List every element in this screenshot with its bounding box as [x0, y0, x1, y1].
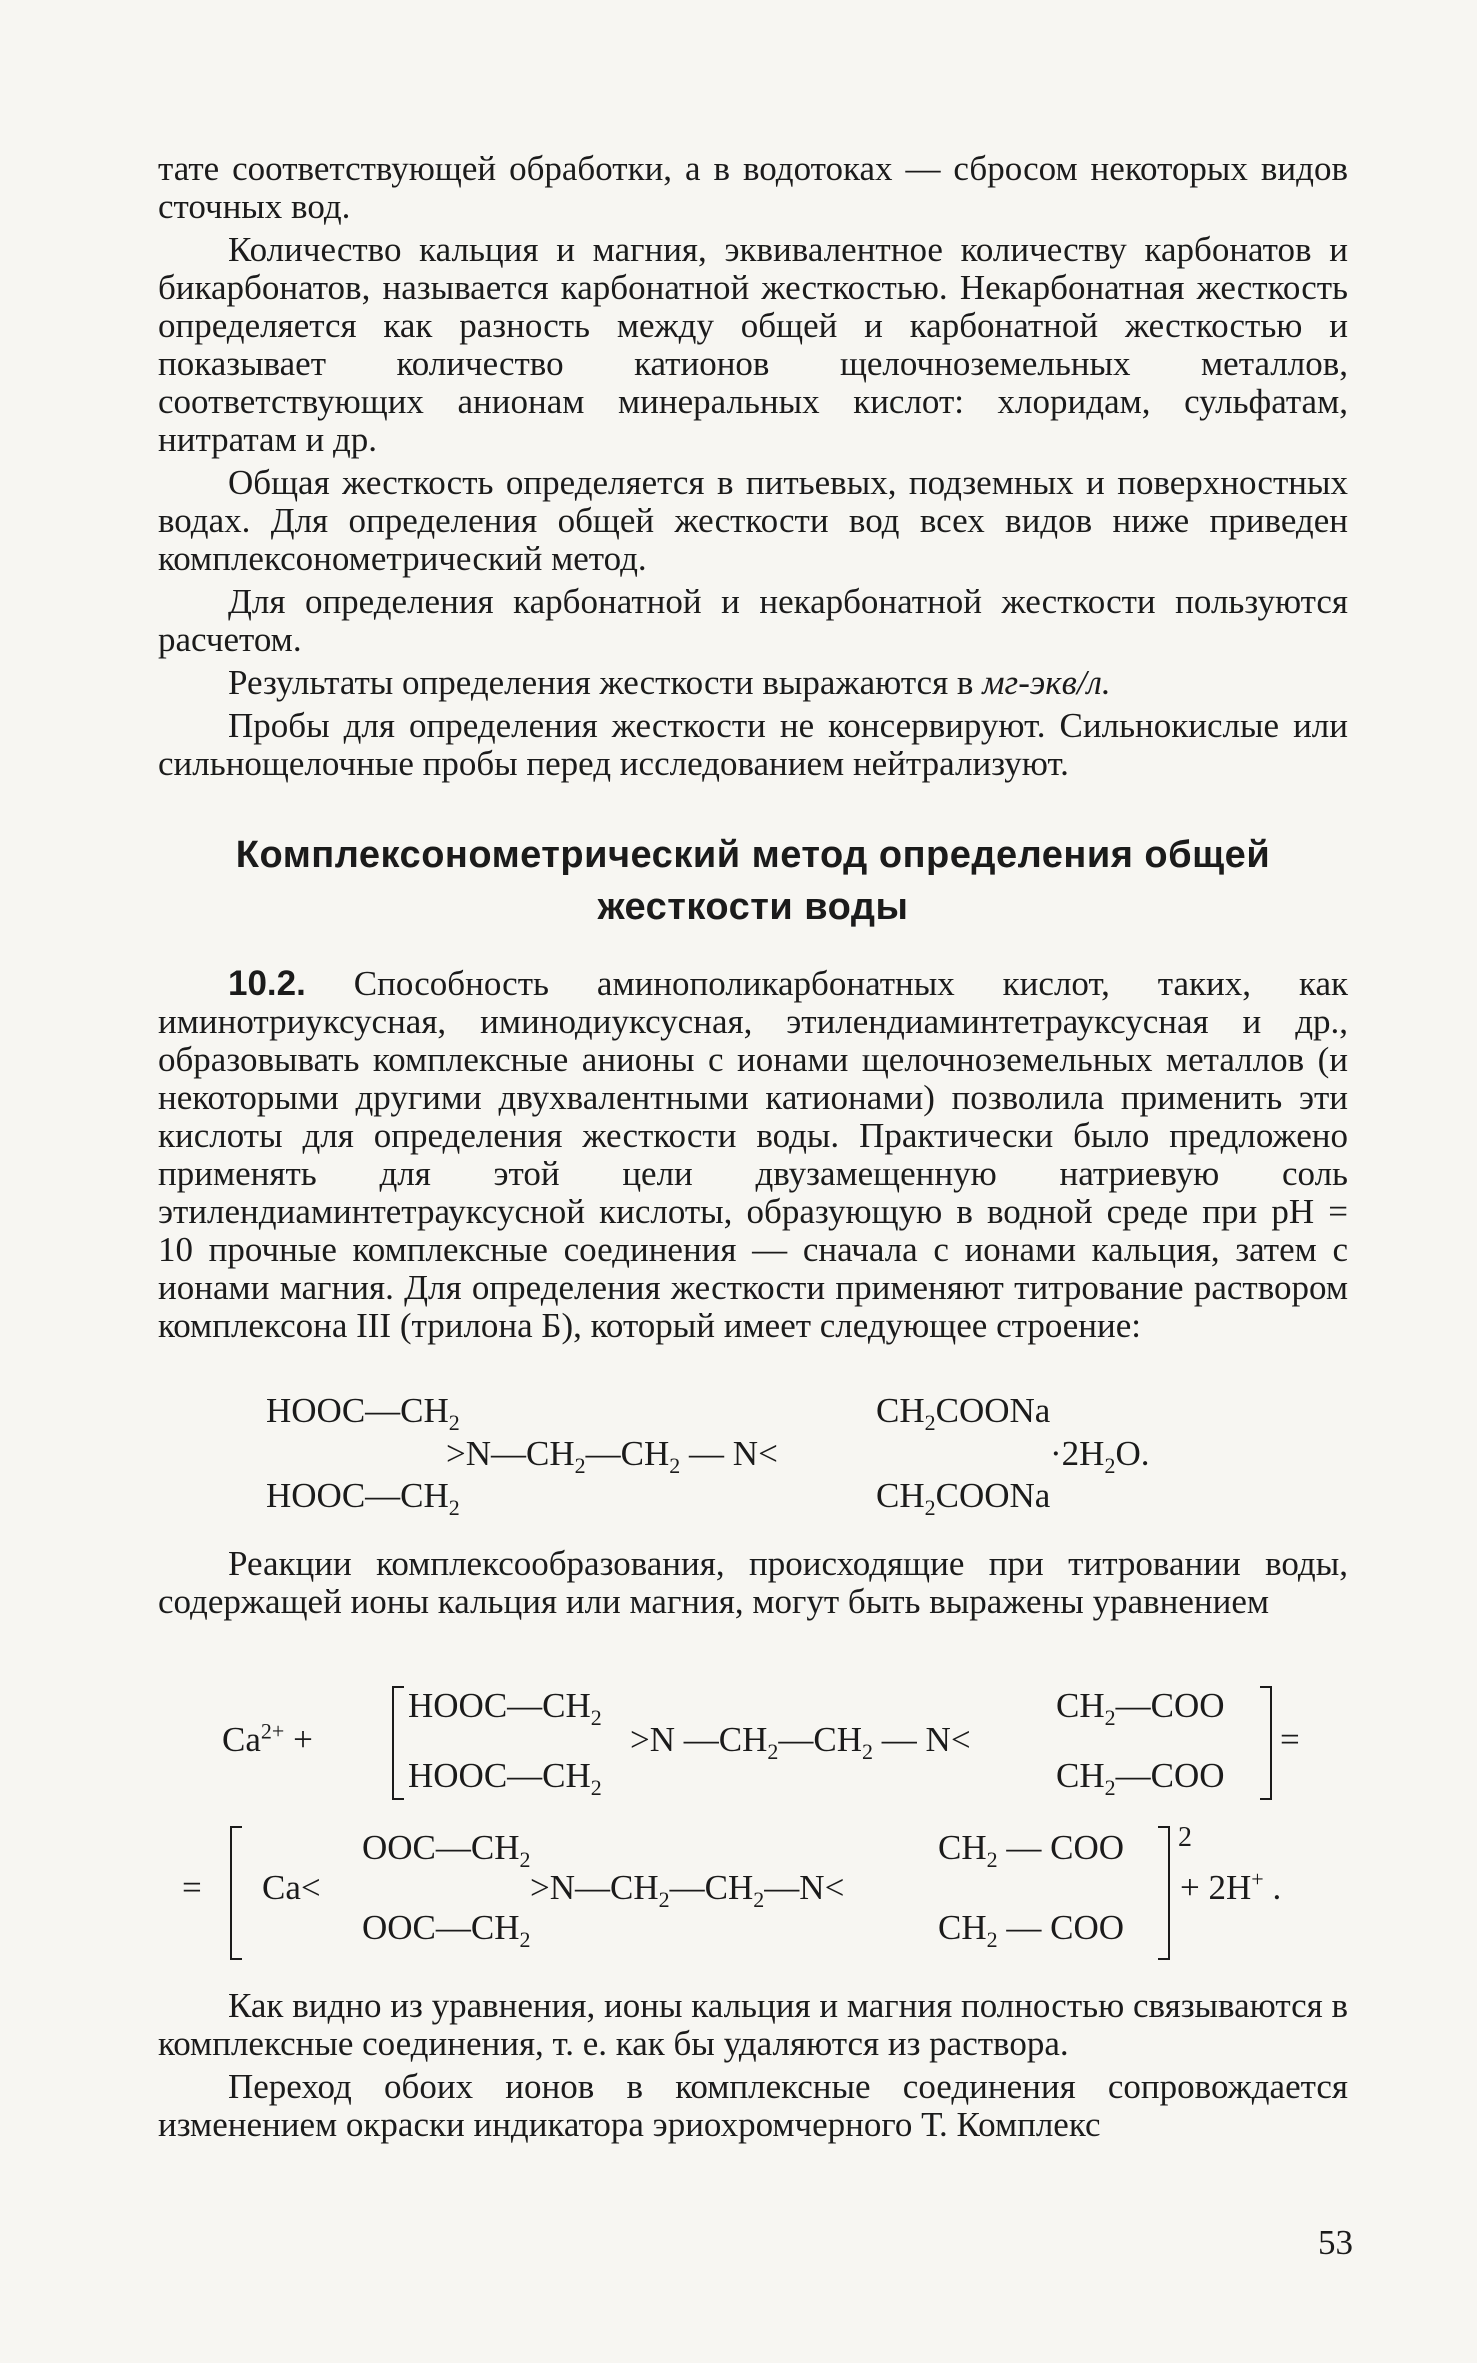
subscript: 2 [448, 1410, 460, 1435]
formula-line: $>N—CH_2—CH_2—N<$ [530, 1868, 845, 1912]
units-text: мг-экв/л. [982, 663, 1111, 702]
formula-text: N—CH [465, 1434, 575, 1473]
paragraph: Как видно из уравнения, ионы кальция и магния полностью связываются в комплексные соединения, т. е. как бы удаляются из раствора. [158, 1986, 1348, 2063]
formula-text: CH [876, 1476, 925, 1515]
closing-text [158, 1987, 1348, 2149]
formula-line [938, 1908, 1125, 1952]
left-bracket [230, 1826, 242, 1960]
paragraph: Реакции комплексообразования, происходящие при титровании воды, содержащей ионы кальция или магния, могут быть выражены уравнением [158, 1544, 1348, 1621]
reaction-paragraph [158, 1545, 1348, 1621]
formula-line [408, 1756, 602, 1800]
section-text: Способность аминополикарбонатных кислот, таких, как иминотриуксусная, иминодиуксусная, этилендиаминтетрауксусная и др., образовывать комплексные анионы с ионами щелочноземельных металлов (и некоторыми другими двухвалентными катионами) позволила применить эти кислоты для определения жесткости воды. Практически было предложено применять для этой цели двузамещенную натриевую соль этилендиаминтетрауксусной кислоты, образующую в водной среде при pH = 10 прочные комплексные соединения — сначала с ионами кальция, затем с ионами магния. Для определения жесткости применяют титрование раствором комплексона III (трилона Б), который имеет следующее строение: [158, 964, 1348, 1345]
formula-text: —CH [778, 1720, 863, 1759]
formula-text: N—CH [549, 1868, 659, 1907]
results-text: Результаты определения жесткости выражаются в [228, 663, 983, 702]
paragraph: Общая жесткость определяется в питьевых, подземных и поверхностных водах. Для определения общей жесткости вод всех видов ниже приведен комплексонометрический метод. [158, 463, 1348, 578]
intro-text [158, 150, 1348, 788]
subscript: 2 [1104, 1453, 1116, 1478]
formula-line [1180, 1866, 1282, 1907]
section-heading: Комплексонометрический метод определения общей жесткости воды [235, 834, 1271, 928]
formula-text: — COO [997, 1908, 1125, 1947]
formula-text: —CH [585, 1434, 670, 1473]
formula-line [362, 1828, 531, 1872]
subscript: 2 [986, 1847, 998, 1872]
formula-line [1056, 1686, 1225, 1730]
superscript: 2+ [260, 1718, 285, 1744]
paragraph: Для определения карбонатной и некарбонатной жесткости пользуются расчетом. [158, 582, 1348, 659]
right-bracket [1260, 1686, 1272, 1800]
right-bracket [1158, 1826, 1170, 1960]
subscript: 2 [767, 1739, 779, 1764]
page-number: 53 [1318, 2223, 1353, 2262]
formula-text: N —CH [649, 1720, 768, 1759]
formula-line [938, 1828, 1125, 1872]
formula-text: 2 [1178, 1822, 1192, 1853]
subscript: 2 [519, 1927, 531, 1952]
formula-text: COONa [935, 1391, 1051, 1430]
subscript: 2 [1104, 1775, 1116, 1800]
formula-text: CH [1056, 1686, 1105, 1725]
subscript: 2 [924, 1495, 936, 1520]
subscript: 2 [924, 1410, 936, 1435]
formula-text: — COO [997, 1828, 1125, 1867]
formula-line [876, 1391, 1051, 1435]
formula-line [1056, 1756, 1225, 1800]
subscript: 2 [658, 1887, 670, 1912]
formula-line [876, 1476, 1051, 1520]
formula-text: — N [680, 1434, 759, 1473]
formula-text: + [293, 1720, 313, 1759]
formula-line [182, 1870, 202, 1905]
formula-text: HOOC—CH [266, 1391, 449, 1430]
formula-line [1178, 1820, 1192, 1855]
formula-text: CH [938, 1828, 987, 1867]
formula-text: + 2H [1180, 1868, 1252, 1907]
subscript: 2 [574, 1453, 586, 1478]
paragraph: Переход обоих ионов в комплексные соединения сопровождается изменением окраски индикатора эриохромчерного Т. Комплекс [158, 2067, 1348, 2144]
formula-text: = [1280, 1720, 1300, 1759]
formula-text: —COO [1115, 1686, 1225, 1725]
formula-text: HOOC—CH [408, 1756, 591, 1795]
formula-line: Ca< [262, 1868, 321, 1907]
formula-line [362, 1908, 531, 1952]
formula-text: CH [938, 1908, 987, 1947]
formula-text: HOOC—CH [266, 1476, 449, 1515]
formula-text: OOC—CH [362, 1908, 520, 1947]
formula-text: —N [764, 1868, 825, 1907]
subscript: 2 [862, 1739, 874, 1764]
formula-text: ·2H [1050, 1434, 1105, 1473]
formula-text: Ca [262, 1868, 301, 1907]
formula-line [408, 1686, 602, 1730]
subscript: 2 [669, 1453, 681, 1478]
formula-line: >N $—CH_2—CH_2$ — N< [630, 1720, 971, 1764]
formula-text: CH [1056, 1756, 1105, 1795]
formula-text: —CH [669, 1868, 754, 1907]
subscript: 2 [519, 1847, 531, 1872]
paragraph: тате соответствующей обработки, а в водотоках — сбросом некоторых видов сточных вод. [158, 149, 1348, 226]
subscript: 2 [590, 1775, 602, 1800]
formula-line [1050, 1434, 1150, 1478]
paragraph: Количество кальция и магния, эквивалентное количеству карбонатов и бикарбонатов, называется карбонатной жесткостью. Некарбонатная жесткость определяется как разность между общей и карбонатной жесткостью и показывает количество катионов щелочноземельных металлов, соответствующих анионам минеральных кислот: хлоридам, сульфатам, нитратам и др. [158, 230, 1348, 459]
formula-text: —COO [1115, 1756, 1225, 1795]
paragraph: Пробы для определения жесткости не консервируют. Сильнокислые или сильнощелочные пробы перед исследованием нейтрализуют. [158, 706, 1348, 783]
superscript: + [1251, 1866, 1264, 1892]
formula-text: CH [876, 1391, 925, 1430]
subscript: 2 [448, 1495, 460, 1520]
formula-text: COONa [935, 1476, 1051, 1515]
subscript: 2 [986, 1927, 998, 1952]
subscript: 2 [590, 1705, 602, 1730]
formula-line [222, 1718, 313, 1759]
formula-line [266, 1476, 460, 1520]
formula-text: O. [1115, 1434, 1150, 1473]
paragraph [158, 965, 1348, 1345]
section-number: 10.2. [228, 964, 306, 1003]
formula-text: — N [873, 1720, 951, 1759]
formula-text: = [182, 1868, 202, 1907]
section-10-2 [158, 965, 1348, 1345]
subscript: 2 [753, 1887, 765, 1912]
formula-line [266, 1391, 460, 1435]
formula-text: Ca [222, 1720, 261, 1759]
formula-text: HOOC—CH [408, 1686, 591, 1725]
formula-line: $>N—CH_2—CH_2$ — N< [446, 1434, 778, 1478]
subscript: 2 [1104, 1705, 1116, 1730]
formula-text: . [1272, 1868, 1282, 1907]
paragraph [158, 664, 1348, 702]
left-bracket [392, 1686, 404, 1800]
formula-line [1280, 1722, 1300, 1757]
formula-text: OOC—CH [362, 1828, 520, 1867]
